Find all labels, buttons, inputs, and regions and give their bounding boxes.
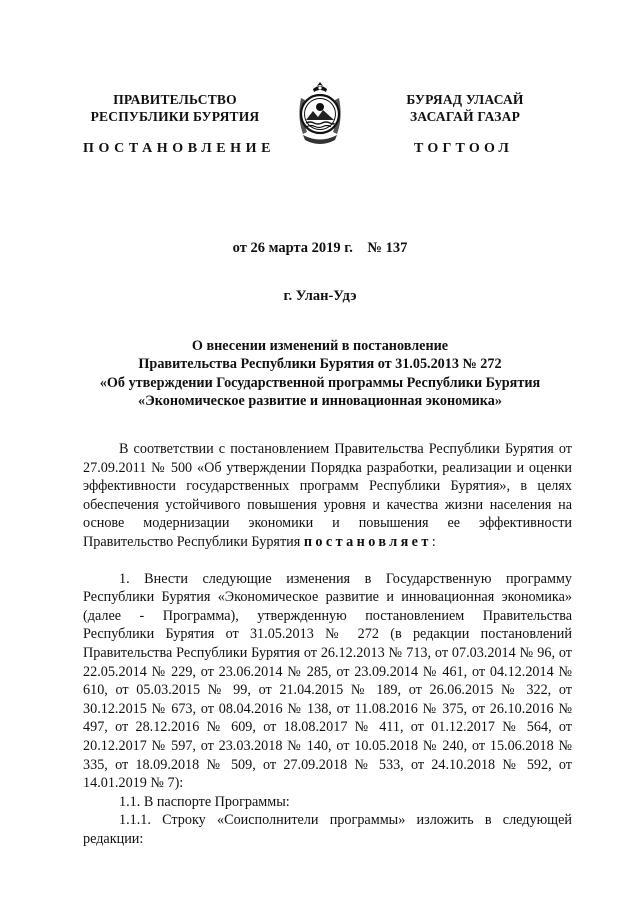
preamble-paragraph [83, 440, 572, 552]
item-1-paragraph: 1. Внести следующие изменения в Государственную программу Республики Бурятия «Экономическое развитие и инновационная экономика» (далее - Программа), утвержденную постановлением Правительства Республики Бурятия от 31.05.2013 № 272 (в редакции постановлений Правительства Республики Бурятия от 26.12.2013 № 713, от 07.03.2014 № 96, от 22.05.2014 № 229, от 23.06.2014 № 285, от 23.09.2014 № 461, от 04.12.2014 № 610, от 05.03.2015 № 99, от 21.04.2015 № 189, от 26.06.2015 № 322, от 30.12.2015 № 673, от 08.04.2016 № 138, от 11.08.2016 № 375, от 26.10.2016 № 497, от 28.12.2016 № 609, от 18.08.2017 № 411, от 01.12.2017 № 564, от 20.12.2017 № 597, от 23.03.2018 № 140, от 10.05.2018 № 240, от 15.06.2018 № 335, от 18.09.2018 № 509, от 27.09.2018 № 533, от 24.10.2018 № 592, от 14.01.2019 № 7): [83, 570, 572, 792]
preamble-text: В соответствии с постановлением Правительства Республики Бурятия от 27.09.2011 № 500 «Об утверждении Порядка разработки, реализации и оценки эффективности государственных программ Республики Бурятия», в целях обеспечения устойчивого повышения уровня и качества жизни населения на основе модернизации экономики и повышения ее эффективности Правительство Республики Бурятия [83, 441, 572, 550]
document-body [83, 440, 572, 848]
title-line2: Правительства Республики Бурятия от 31.05.2013 № 272 [138, 356, 502, 373]
document-city: г. Улан-Удэ [283, 288, 357, 304]
issuer-buryat-line2: ЗАСАГАЙ ГАЗАР [409, 109, 521, 124]
resolves-colon: : [431, 533, 436, 550]
item-1-1-1-paragraph: 1.1.1. Строку «Соисполнители программы» изложить в следующей редакции: [83, 812, 572, 847]
issuer-russian-line2: РЕСПУБЛИКИ БУРЯТИЯ [90, 109, 260, 124]
item-1-1-paragraph: 1.1. В паспорте Программы: [119, 793, 290, 810]
resolves-word: постановляет [303, 533, 432, 550]
coat-of-arms-icon [293, 80, 347, 148]
title-line4: «Экономическое развитие и инновационная экономика» [138, 393, 502, 410]
issuer-russian [86, 91, 264, 125]
document-date-number: от 26 марта 2019 г. № 137 [232, 240, 408, 256]
doc-type-russian: ПОСТАНОВЛЕНИЕ [83, 141, 276, 156]
paragraph-gap [83, 552, 572, 570]
issuer-buryat-line1: БУРЯАД УЛАСАЙ [406, 92, 524, 107]
issuer-buryat [376, 91, 554, 125]
issuer-russian-line1: ПРАВИТЕЛЬСТВО [113, 92, 237, 107]
document-title [60, 337, 580, 411]
doc-type-buryat: ТОГТООЛ [414, 141, 514, 156]
title-line3: «Об утверждении Государственной программы Республики Бурятия [99, 374, 541, 391]
title-line1: О внесении изменений в постановление [191, 338, 449, 354]
